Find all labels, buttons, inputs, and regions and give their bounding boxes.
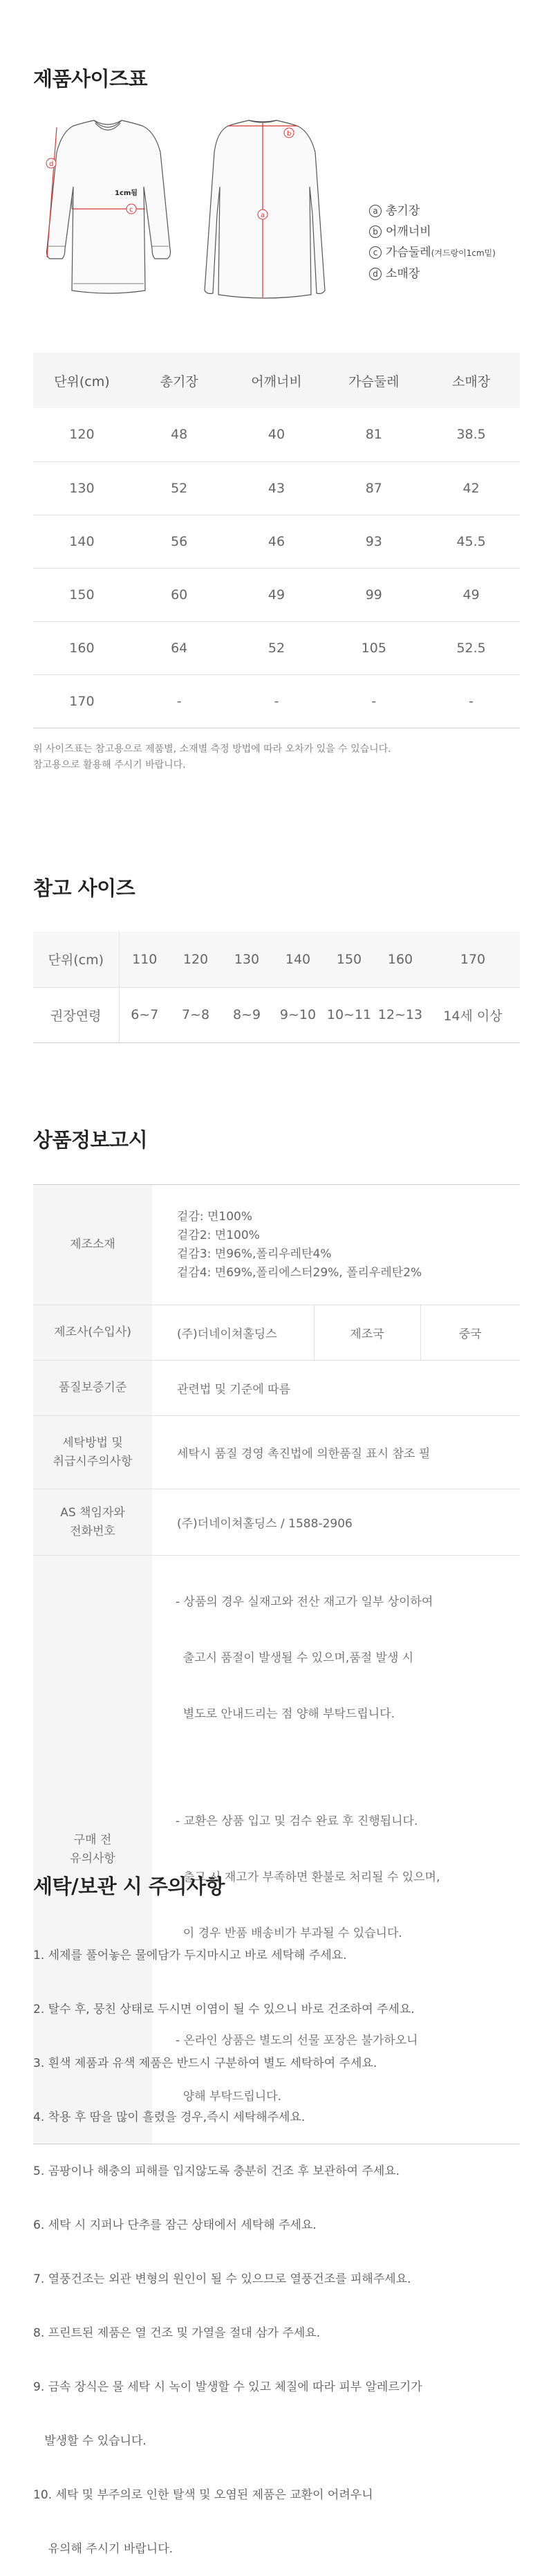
notice-line: 양해 부탁드립니다. [176, 2090, 281, 2104]
back-view [205, 120, 325, 298]
table-cell: 130 [33, 461, 131, 515]
maker-row [33, 1305, 520, 1361]
notice-label-line: 구매 전 [73, 1833, 112, 1847]
notice-line: - 온라인 상품은 별도의 선물 포장은 불가하오니 [176, 2034, 418, 2048]
table-cell: 52 [228, 621, 326, 674]
as-row [33, 1489, 520, 1556]
notice-line: 별도로 안내드리는 점 양해 부탁드립니다. [176, 1707, 395, 1721]
marker-b: b [369, 226, 382, 238]
list-item: 4. 착용 후 땀을 많이 흘렸을 경우,즉시 세탁해주세요. [33, 2110, 306, 2124]
wash-value: 세탁시 품질 경영 촉진법에 의한품질 표시 참조 필 [152, 1416, 520, 1489]
age-cell: 14세 이상 [426, 987, 520, 1042]
unit-label: 단위(cm) [33, 932, 119, 987]
legend-label: 총기장 [386, 204, 420, 218]
maker-label: 제조사(수입사) [33, 1305, 152, 1361]
age-cell: 6~7 [119, 987, 170, 1042]
table-cell: 81 [325, 408, 422, 461]
notice-line: 출고시 품절이 발생될 수 있으며,품절 발생 시 [176, 1651, 414, 1665]
warranty-row [33, 1361, 520, 1416]
as-label-line: 전화번호 [70, 1524, 115, 1538]
list-item: 7. 열풍건조는 외관 변형의 원인이 될 수 있으므로 열풍건조를 피해주세요. [33, 2272, 411, 2286]
age-cell: 10~11 [324, 987, 375, 1042]
list-item: 2. 탈수 후, 뭉친 상태로 두시면 이염이 될 수 있으니 바로 건조하여 주세요. [33, 2003, 415, 2016]
legend-label: 소매장 [386, 267, 420, 281]
size-table [33, 353, 520, 728]
table-cell: 170 [33, 674, 131, 728]
header-cell: 총기장 [131, 353, 228, 408]
legend-item-d [369, 264, 496, 284]
table-row [33, 408, 520, 461]
size-cell: 120 [170, 932, 221, 987]
size-cell: 170 [426, 932, 520, 987]
care-title: 세탁/보관 시 주의사항 [33, 1875, 225, 1898]
age-cell: 8~9 [221, 987, 272, 1042]
list-item: 9. 금속 장식은 물 세탁 시 녹이 발생할 수 있고 체질에 따라 피부 알레르기가 [33, 2380, 422, 2394]
table-cell: 60 [131, 568, 228, 621]
legend-item-c [369, 242, 496, 264]
table-cell: - [228, 674, 326, 728]
table-cell: 38.5 [422, 408, 520, 461]
table-cell: 87 [325, 461, 422, 515]
notice-line: - 교환은 상품 입고 및 검수 완료 후 진행됩니다. [176, 1814, 418, 1828]
warranty-value: 관련법 및 기준에 따름 [152, 1361, 520, 1416]
table-cell: 40 [228, 408, 326, 461]
notice-line: 출고 시 재고가 부족하면 환불로 처리될 수 있으며, [176, 1870, 440, 1884]
list-item: 8. 프린트된 제품은 열 건조 및 가열을 절대 삼가 주세요. [33, 2326, 321, 2340]
list-item: 10. 세탁 및 부주의로 인한 탈색 및 오염된 제품은 교환이 어려우니 [33, 2488, 373, 2502]
table-cell: 45.5 [422, 515, 520, 568]
age-label: 권장연령 [33, 987, 119, 1042]
size-cell: 150 [324, 932, 375, 987]
material-line: 겉감2: 면100% [177, 1228, 260, 1242]
table-row [33, 515, 520, 568]
table-cell: 140 [33, 515, 131, 568]
material-line: 겉감3: 면96%,폴리우레탄4% [177, 1246, 332, 1261]
table-cell: 160 [33, 621, 131, 674]
table-cell: 150 [33, 568, 131, 621]
svg-text:b: b [287, 130, 292, 138]
age-cell: 7~8 [170, 987, 221, 1042]
notice-spacer [176, 1761, 520, 1775]
table-cell: 52.5 [422, 621, 520, 674]
table-cell: - [131, 674, 228, 728]
list-item: 6. 세탁 시 지퍼나 단추를 잠근 상태에서 세탁해 주세요. [33, 2218, 317, 2232]
list-item: 1. 세제를 풀어놓은 물에담가 두지마시고 바로 세탁해 주세요. [33, 1949, 347, 1962]
notice-line: 이 경우 반품 배송비가 부과될 수 있습니다. [176, 1926, 402, 1940]
wash-label-line: 취급시주의사항 [53, 1454, 133, 1469]
table-row [33, 568, 520, 621]
garment-diagram [33, 111, 351, 311]
legend-label: 어깨너비 [386, 225, 431, 239]
svg-text:c: c [129, 206, 133, 214]
size-table-header [33, 353, 520, 408]
table-cell: 48 [131, 408, 228, 461]
svg-text:d: d [49, 160, 54, 168]
size-cell: 160 [375, 932, 426, 987]
notice-label-line: 유의사항 [70, 1852, 115, 1866]
reference-age-row [33, 987, 520, 1042]
table-cell: 43 [228, 461, 326, 515]
list-item: 3. 흰색 제품과 유색 제품은 반드시 구분하여 별도 세탁하여 주세요. [33, 2057, 377, 2070]
notice-line: - 상품의 경우 실재고와 전산 재고가 일부 상이하여 [176, 1595, 433, 1609]
table-cell: 64 [131, 621, 228, 674]
table-cell: 52 [131, 461, 228, 515]
reference-size-title: 참고 사이즈 [33, 876, 135, 900]
legend-item-a [369, 201, 496, 221]
size-chart-title: 제품사이즈표 [33, 67, 148, 91]
front-view [47, 120, 171, 293]
list-item: 발생할 수 있습니다. [33, 2434, 147, 2448]
underarm-label: 1cm됨 [115, 190, 138, 197]
table-row [33, 461, 520, 515]
table-cell: 42 [422, 461, 520, 515]
table-cell: 99 [325, 568, 422, 621]
list-item: 유의해 주시기 바랍니다. [33, 2542, 174, 2556]
age-cell: 12~13 [375, 987, 426, 1042]
size-note [33, 742, 391, 773]
table-row [33, 621, 520, 674]
marker-a: a [369, 205, 382, 217]
wash-label [33, 1416, 152, 1489]
legend-note: (겨드랑이1cm밑) [431, 248, 496, 258]
table-cell: 49 [228, 568, 326, 621]
marker-c: c [369, 246, 382, 259]
svg-text:a: a [261, 212, 265, 219]
size-cell: 140 [272, 932, 324, 987]
table-cell: - [325, 674, 422, 728]
header-cell: 단위(cm) [33, 353, 131, 408]
table-cell: 56 [131, 515, 228, 568]
material-value [152, 1185, 520, 1305]
size-note-line: 위 사이즈표는 참고용으로 제품별, 소재별 측정 방법에 따라 오차가 있을 수 있습니다. [33, 744, 391, 755]
country-label: 제조국 [314, 1305, 420, 1361]
country-value: 중국 [420, 1305, 520, 1361]
table-cell: - [422, 674, 520, 728]
legend-item-b [369, 221, 496, 242]
table-cell: 105 [325, 621, 422, 674]
table-row [33, 674, 520, 728]
header-cell: 어깨너비 [228, 353, 326, 408]
measurement-legend [369, 201, 496, 284]
wash-label-line: 세탁방법 및 [62, 1435, 123, 1450]
age-cell: 9~10 [272, 987, 324, 1042]
material-line: 겉감4: 면69%,폴리에스터29%, 폴리우레탄2% [177, 1265, 422, 1280]
size-note-line: 참고용으로 활용해 주시기 바랍니다. [33, 760, 186, 771]
as-value: (주)더네이쳐홀딩스 / 1588-2906 [152, 1489, 520, 1556]
size-cell: 110 [119, 932, 170, 987]
header-cell: 가슴둘레 [325, 353, 422, 408]
as-label [33, 1489, 152, 1556]
table-cell: 46 [228, 515, 326, 568]
list-item: 5. 곰팡이나 해충의 피해를 입지않도록 충분히 건조 후 보관하여 주세요. [33, 2164, 400, 2178]
legend-label: 가슴둘레 [386, 246, 431, 259]
size-cell: 130 [221, 932, 272, 987]
material-row [33, 1185, 520, 1305]
warranty-label: 품질보증기준 [33, 1361, 152, 1416]
wash-row [33, 1416, 520, 1489]
table-cell: 93 [325, 515, 422, 568]
reference-size-table [33, 932, 520, 1043]
material-label: 제조소재 [33, 1185, 152, 1305]
header-cell: 소매장 [422, 353, 520, 408]
sweatshirt-illustration [33, 111, 351, 311]
maker-value: (주)더네이쳐홀딩스 [152, 1305, 314, 1361]
reference-size-row [33, 932, 520, 987]
care-list [33, 1911, 531, 2576]
marker-d: d [369, 268, 382, 280]
table-cell: 49 [422, 568, 520, 621]
material-line: 겉감: 면100% [177, 1209, 252, 1224]
as-label-line: AS 책임자와 [60, 1505, 125, 1520]
table-cell: 120 [33, 408, 131, 461]
product-info-title: 상품정보고시 [33, 1128, 148, 1152]
